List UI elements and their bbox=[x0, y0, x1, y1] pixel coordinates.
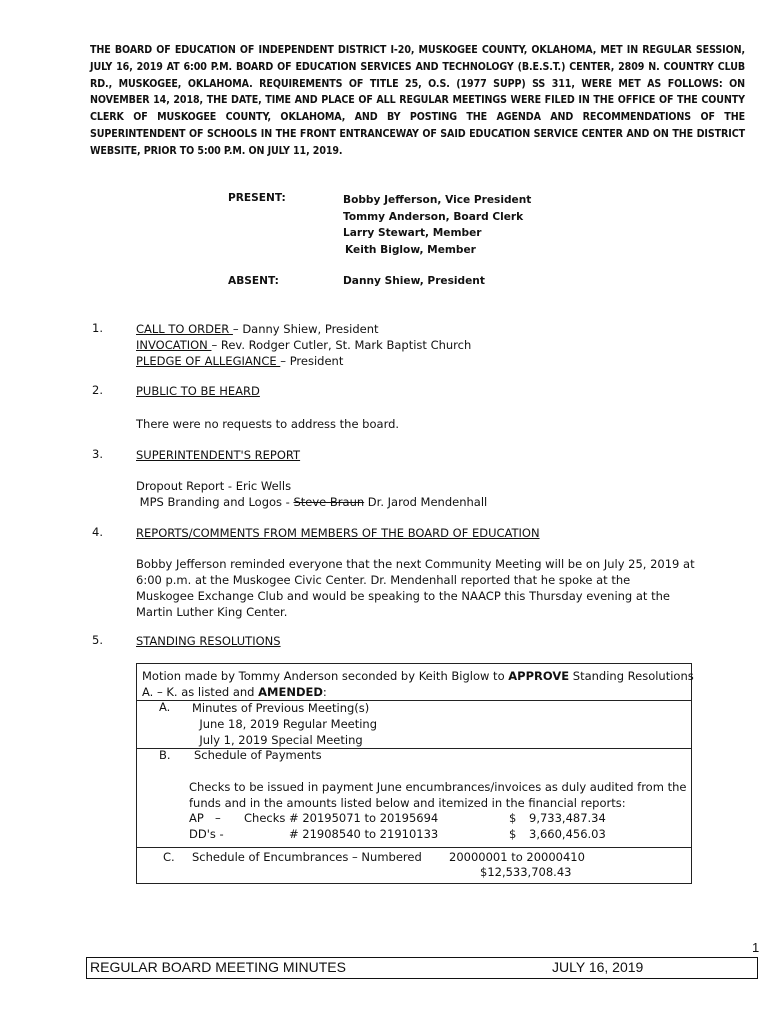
section-text bbox=[136, 478, 487, 510]
text: – Danny Shiew, President bbox=[232, 322, 379, 336]
member: Keith Biglow, Member bbox=[345, 243, 476, 256]
ap-dash: – bbox=[215, 811, 221, 825]
section-title: PUBLIC TO BE HEARD bbox=[136, 384, 260, 398]
dd-label: DD's - bbox=[189, 827, 224, 841]
letter: C. bbox=[163, 850, 175, 864]
absent-label: ABSENT: bbox=[228, 275, 279, 287]
section-text bbox=[136, 556, 695, 620]
heading: PLEDGE OF ALLEGIANCE bbox=[136, 354, 281, 368]
item-number: 4. bbox=[92, 525, 103, 539]
dd-checks: # 21908540 to 21910133 bbox=[289, 827, 439, 841]
payments-title: Schedule of Payments bbox=[194, 748, 322, 762]
footer-date: JULY 16, 2019 bbox=[552, 959, 644, 975]
call-to-order bbox=[136, 321, 471, 369]
page-number: 1 bbox=[752, 940, 760, 955]
encumbrances-title: Schedule of Encumbrances – Numbered bbox=[192, 850, 422, 864]
section-text: There were no requests to address the board. bbox=[136, 417, 400, 431]
ap-label: AP bbox=[189, 811, 204, 825]
divider bbox=[137, 847, 691, 848]
text: Dr. Jarod Mendenhall bbox=[364, 495, 488, 509]
text: Dropout Report - Eric Wells bbox=[136, 479, 292, 493]
text-line: 6:00 p.m. at the Muskogee Civic Center. Dr. Mendenhall reported that he spoke at the bbox=[136, 573, 631, 587]
footer-title: REGULAR BOARD MEETING MINUTES bbox=[90, 959, 346, 975]
text-line: Martin Luther King Center. bbox=[136, 605, 288, 619]
encumbrances-range: 20000001 to 20000410 bbox=[449, 850, 585, 864]
text: – President bbox=[280, 354, 344, 368]
ap-checks: Checks # 20195071 to 20195694 bbox=[244, 811, 439, 825]
letter: A. bbox=[159, 700, 171, 714]
payments-text: Checks to be issued in payment June encumbrances/invoices as duly audited from the funds and in the amounts listed below and itemized in the financial reports: bbox=[189, 780, 687, 810]
ap-amount: 9,733,487.34 bbox=[529, 811, 606, 825]
dd-currency: $ bbox=[509, 827, 517, 841]
ap-currency: $ bbox=[509, 811, 517, 825]
section-title: SUPERINTENDENT'S REPORT bbox=[136, 448, 301, 462]
resolutions-table bbox=[136, 663, 692, 884]
member: Larry Stewart, Member bbox=[343, 227, 482, 239]
encumbrances-amount: $12,533,708.43 bbox=[480, 865, 572, 879]
struck-text: Steve Braun bbox=[293, 495, 365, 509]
heading: CALL TO ORDER bbox=[136, 322, 233, 336]
item-number: 1. bbox=[92, 321, 103, 335]
present-list bbox=[343, 192, 531, 258]
item-number: 3. bbox=[92, 447, 103, 461]
motion-text: Motion made by Tommy Anderson seconded by Keith Biglow to APPROVE Standing Resolutions A. – K. as listed and AMENDED: bbox=[142, 669, 694, 699]
section-title: STANDING RESOLUTIONS bbox=[136, 634, 281, 648]
section-title: REPORTS/COMMENTS FROM MEMBERS OF THE BOARD OF EDUCATION bbox=[136, 526, 540, 540]
present-label: PRESENT: bbox=[228, 192, 286, 204]
text-line: Muskogee Exchange Club and would be speaking to the NAACP this Thursday evening at the bbox=[136, 589, 670, 603]
meeting-header: THE BOARD OF EDUCATION OF INDEPENDENT DISTRICT I-20, MUSKOGEE COUNTY, OKLAHOMA, MET IN REGULAR SESSION, JULY 16, 2019 AT 6:00 P.M. BOARD OF EDUCATION SERVICES AND TECHNOLOGY (B.E.S.T.) CENTER, 2809 N. COUNTRY CLUB RD., MUSKOGEE, OKLAHOMA. REQUIREMENTS OF TITLE 25, O.S. (1977 SUPP) SS 311, WERE MET AS FOLLOWS: ON NOVEMBER 14, 2018, THE DATE, TIME AND PLACE OF ALL REGULAR MEETINGS WERE FILED IN THE OFFICE OF THE COUNTY CLERK OF MUSKOGEE COUNTY, OKLAHOMA, AND BY POSTING THE AGENDA AND RECOMMENDATIONS OF THE SUPERINTENDENT OF SCHOOLS IN THE FRONT ENTRANCEWAY OF SAID EDUCATION SERVICE CENTER AND ON THE DISTRICT WEBSITE, PRIOR TO 5:00 P.M. ON JULY 11, 2019. bbox=[90, 44, 745, 157]
text: – Rev. Rodger Cutler, St. Mark Baptist Church bbox=[211, 338, 472, 352]
member: Tommy Anderson, Board Clerk bbox=[343, 210, 524, 223]
minutes-item: Minutes of Previous Meeting(s) June 18, 2019 Regular Meeting July 1, 2019 Special Meeting bbox=[192, 701, 378, 747]
item-number: 5. bbox=[92, 633, 103, 647]
dd-amount: 3,660,456.03 bbox=[529, 827, 606, 841]
item-number: 2. bbox=[92, 383, 103, 397]
member: Bobby Jefferson, Vice President bbox=[343, 194, 532, 206]
heading: INVOCATION bbox=[136, 338, 212, 352]
text-line: Bobby Jefferson reminded everyone that the next Community Meeting will be on July 25, 2019 at bbox=[136, 557, 695, 571]
letter: B. bbox=[159, 748, 171, 762]
text: MPS Branding and Logos - bbox=[139, 495, 294, 509]
footer bbox=[86, 957, 758, 979]
absent-member: Danny Shiew, President bbox=[343, 275, 485, 287]
